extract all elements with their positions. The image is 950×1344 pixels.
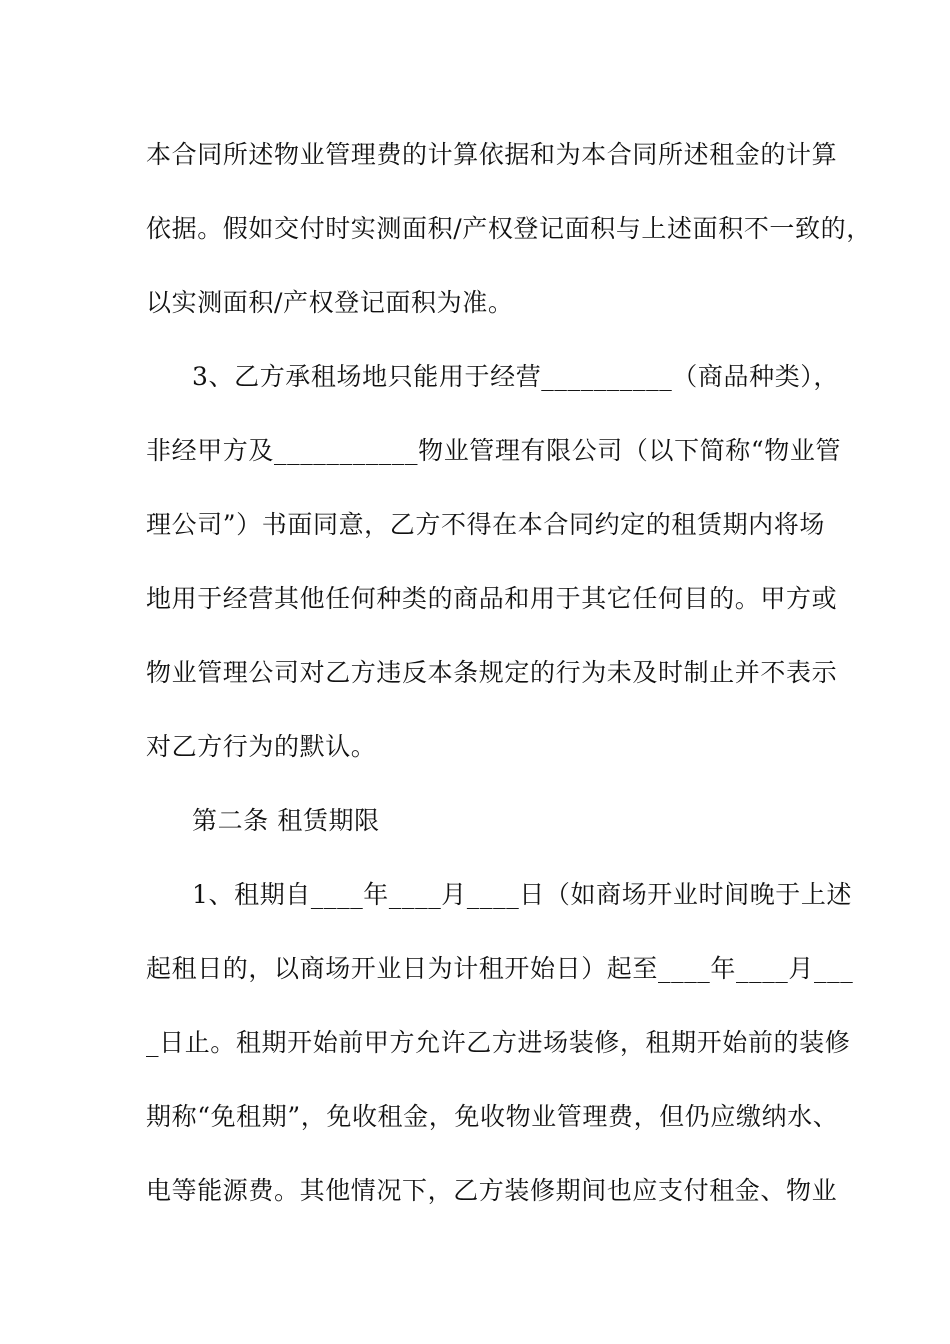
text-line: 本合同所述物业管理费的计算依据和为本合同所述租金的计算 [146,140,838,169]
text-line: 电等能源费。其他情况下，乙方装修期间也应支付租金、物业 [146,1176,838,1205]
text-line: 非经甲方及___________物业管理有限公司（以下简称“物业管 [146,436,842,465]
text-line: 期称“免租期”，免收租金，免收物业管理费，但仍应缴纳水、 [146,1102,839,1131]
text-line: 起租日的，以商场开业日为计租开始日）起至____年____月___ [146,954,854,983]
text-line: 以实测面积/产权登记面积为准。 [146,288,514,317]
text-line: 地用于经营其他任何种类的商品和用于其它任何目的。甲方或 [146,584,838,613]
section-heading: 第二条 租赁期限 [192,806,380,835]
text-line: 理公司”）书面同意，乙方不得在本合同约定的租赁期内将场 [146,510,825,539]
clause-3-start: 3、乙方承租场地只能用于经营__________（商品种类）， [192,362,840,391]
text-line: _日止。租期开始前甲方允许乙方进场装修，租期开始前的装修 [146,1028,851,1057]
text-line: 物业管理公司对乙方违反本条规定的行为未及时制止并不表示 [146,658,838,687]
text-line: 依据。假如交付时实测面积/产权登记面积与上述面积不一致的， [146,214,872,243]
clause-1-start: 1、租期自____年____月____日（如商场开业时间晚于上述 [192,880,853,909]
text-line: 对乙方行为的默认。 [146,732,377,761]
